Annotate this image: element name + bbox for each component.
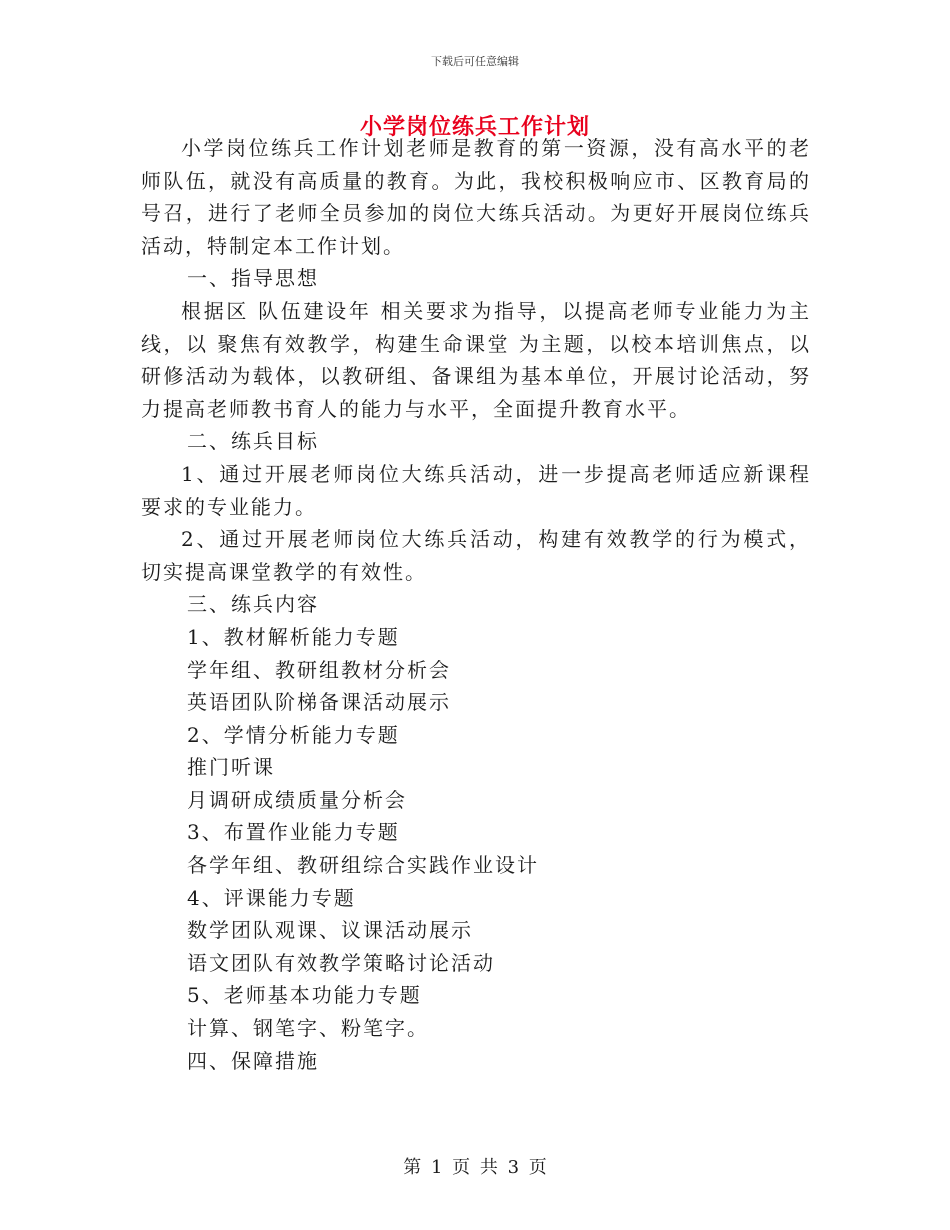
- content-item: 推门听课: [187, 755, 275, 780]
- document-body: [141, 132, 811, 1077]
- section-heading-safeguards: 四、保障措施: [187, 1048, 319, 1073]
- section-heading-content: 三、练兵内容: [187, 592, 319, 617]
- content-item: 3、布置作业能力专题: [187, 820, 400, 845]
- content-item: 学年组、教研组教材分析会: [187, 657, 451, 682]
- goal-item: 2、通过开展老师岗位大练兵活动，构建有效教学的行为模式，切实提高课堂教学的有效性。: [141, 527, 811, 584]
- section-heading-goals: 二、练兵目标: [187, 429, 319, 454]
- content-item: 4、评课能力专题: [187, 885, 356, 910]
- section-heading-guiding-thought: 一、指导思想: [187, 266, 319, 291]
- content-item: 语文团队有效教学策略讨论活动: [187, 950, 495, 975]
- content-item: 计算、钢笔字、粉笔字。: [187, 1016, 429, 1041]
- goal-item: 1、通过开展老师岗位大练兵活动，进一步提高老师适应新课程要求的专业能力。: [141, 461, 811, 519]
- content-item: 月调研成绩质量分析会: [187, 787, 407, 812]
- intro-paragraph: 小学岗位练兵工作计划老师是教育的第一资源，没有高水平的老师队伍，就没有高质量的教育。为此，我校积极响应市、区教育局的号召，进行了老师全员参加的岗位大练兵活动。为更好开展岗位练兵活动，特制定本工作计划。: [141, 136, 811, 258]
- page-footer: 第 1 页 共 3 页: [403, 1157, 547, 1178]
- content-item: 1、教材解析能力专题: [187, 624, 400, 649]
- content-item: 英语团队阶梯备课活动展示: [187, 690, 451, 715]
- content-item: 5、老师基本功能力专题: [187, 983, 422, 1008]
- content-item: 各学年组、教研组综合实践作业设计: [187, 853, 539, 878]
- document-title: 小学岗位练兵工作计划: [359, 114, 590, 140]
- content-item: 数学团队观课、议课活动展示: [187, 918, 473, 943]
- header-note: 下载后可任意编辑: [431, 55, 519, 68]
- guiding-thought-paragraph: 根据区 队伍建设年 相关要求为指导，以提高老师专业能力为主线，以 聚焦有效教学，构建生命课堂 为主题，以校本培训焦点，以研修活动为载体，以教研组、备课组为基本单位，开展讨论活动，努力提高老师教书育人的能力与水平，全面提升教育水平。: [141, 298, 811, 421]
- content-item: 2、学情分析能力专题: [187, 722, 400, 747]
